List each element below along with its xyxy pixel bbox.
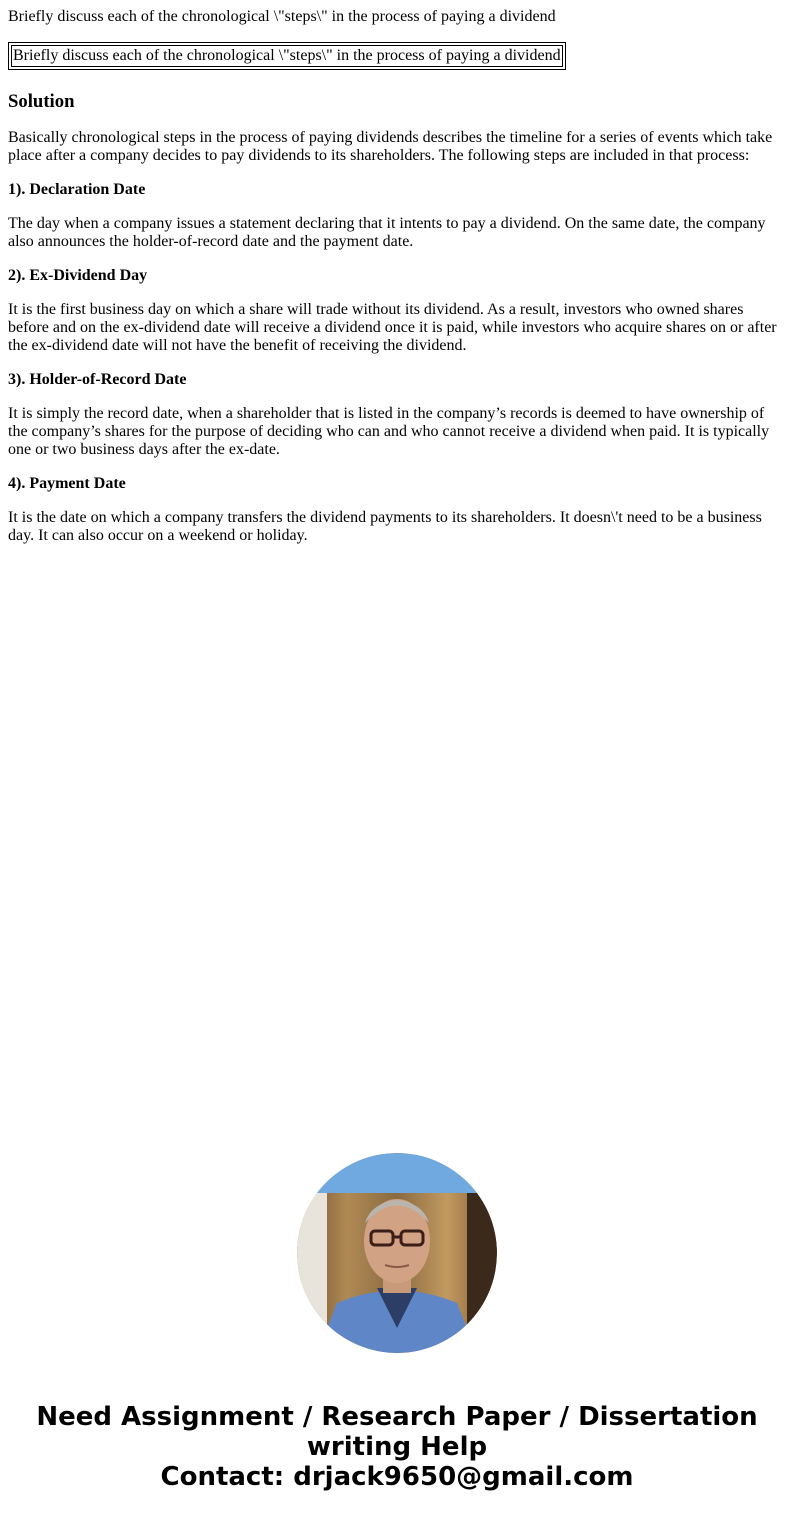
step-body-declaration: The day when a company issues a statement declaring that it intents to pay a dividend. On the same date, the company also announces the holder-of-record date and the payment date. <box>8 215 766 250</box>
promo-line-1: Need Assignment / Research Paper / Dissertation <box>36 1402 758 1432</box>
promo-contact: Contact: drjack9650@gmail.com <box>160 1462 634 1492</box>
question-text: Briefly discuss each of the chronological \"steps\" in the process of paying a dividend <box>8 8 556 25</box>
step-body-holder-of-record: It is simply the record date, when a shareholder that is listed in the company’s records is deemed to have ownership of the company’s shares for the purpose of deciding who can and who cannot receive a dividend when paid. It is typically one or two business days after the ex-date. <box>8 405 770 458</box>
solution-heading: Solution <box>8 91 75 112</box>
promo-line-2: writing Help <box>306 1432 488 1462</box>
step-title-ex-dividend: 2). Ex-Dividend Day <box>8 267 148 284</box>
step-body-payment: It is the date on which a company transfers the dividend payments to its shareholders. It doesn\'t need to be a business day. It can also occur on a weekend or holiday. <box>8 509 762 544</box>
document-page <box>8 0 780 545</box>
question-box <box>8 42 566 70</box>
step-body-ex-dividend: It is the first business day on which a share will trade without its dividend. As a result, investors who owned shares before and on the ex-dividend date will receive a dividend once it is paid, while investors who acquire shares on or after the ex-dividend date will not have the benefit of receiving the dividend. <box>8 301 777 354</box>
question-box-text: Briefly discuss each of the chronological \"steps\" in the process of paying a dividend <box>11 45 563 67</box>
step-title-holder-of-record: 3). Holder-of-Record Date <box>8 371 187 388</box>
solution-intro: Basically chronological steps in the process of paying dividends describes the timeline for a series of events which take place after a company decides to pay dividends to its shareholders. The following steps are included in that process: <box>8 129 773 164</box>
author-avatar <box>297 1153 497 1353</box>
step-title-declaration: 1). Declaration Date <box>8 181 146 198</box>
promo-footer <box>0 1153 794 1492</box>
step-title-payment: 4). Payment Date <box>8 475 126 492</box>
promo-text <box>0 1402 794 1492</box>
